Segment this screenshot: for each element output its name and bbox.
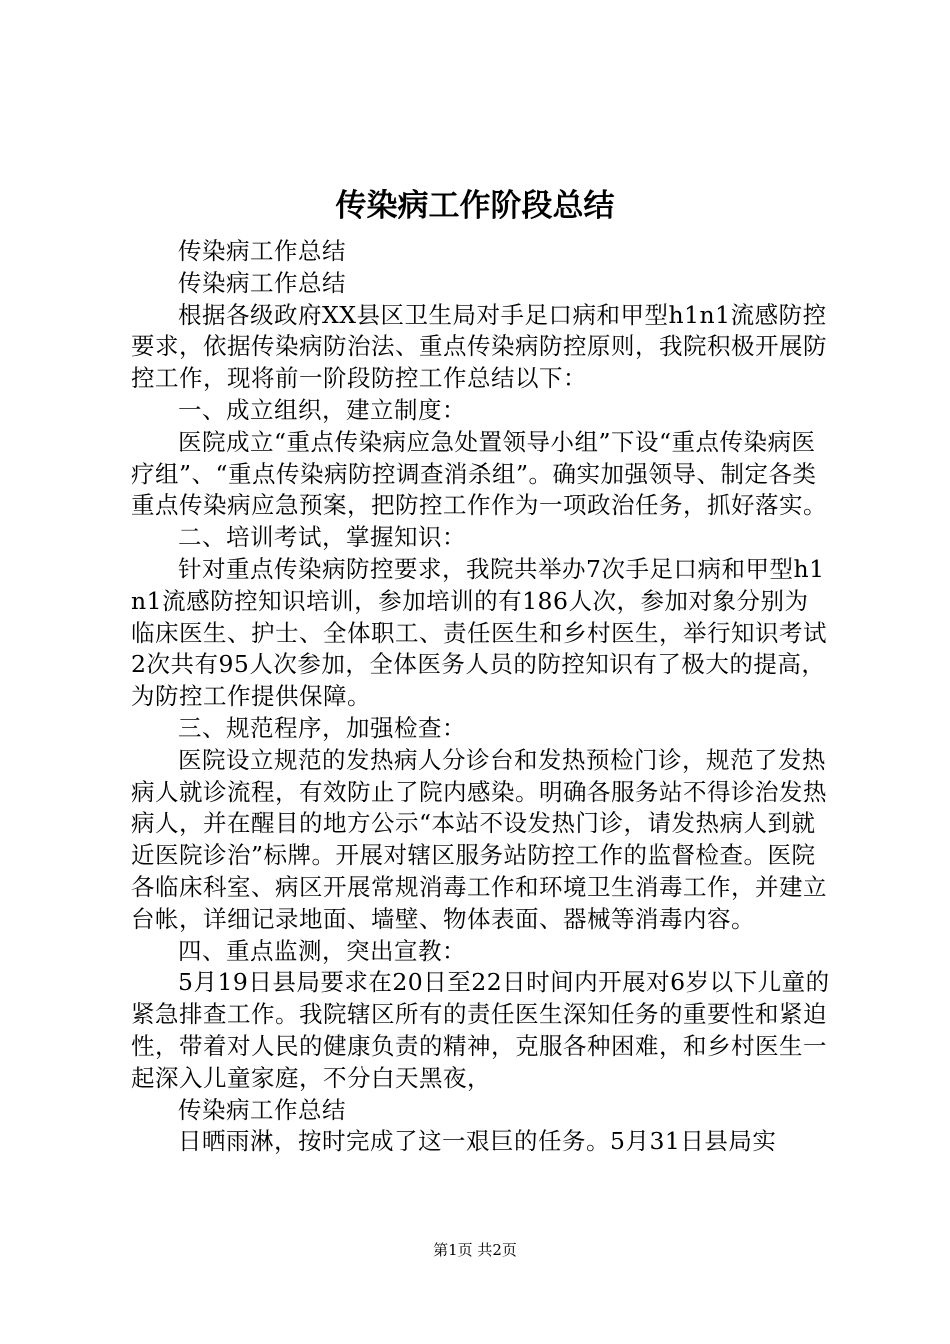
paragraph: 针对重点传染病防控要求，我院共举办7次手足口病和甲型h1n1流感防控知识培训，参加培训的有186人次，参加对象分别为临床医生、护士、全体职工、责任医生和乡村医生，举行知识考试2次共有95人次参加，全体医务人员的防控知识有了极大的提高，为防控工作提供保障。 (131, 554, 827, 711)
section-heading: 二、培训考试，掌握知识： (178, 523, 466, 552)
paragraph: 医院成立“重点传染病应急处置领导小组”下设“重点传染病医疗组”、“重点传染病防控调查消杀组”。确实加强领导、制定各类重点传染病应急预案，把防控工作作为一项政治任务，抓好落实。 (131, 427, 827, 520)
paragraph: 传染病工作总结 (178, 1095, 346, 1124)
section-heading: 一、成立组织，建立制度： (178, 395, 466, 424)
paragraph: 传染病工作总结 (178, 268, 346, 297)
document-body (131, 236, 831, 1158)
section-heading: 四、重点监测，突出宣教： (178, 936, 466, 965)
paragraph: 医院设立规范的发热病人分诊台和发热预检门诊，规范了发热病人就诊流程，有效防止了院内感染。明确各服务站不得诊治发热病人，并在醒目的地方公示“本站不设发热门诊，请发热病人到就近医院诊治”标牌。开展对辖区服务站防控工作的监督检查。医院各临床科室、病区开展常规消毒工作和环境卫生消毒工作，并建立台帐，详细记录地面、墙壁、物体表面、器械等消毒内容。 (131, 745, 827, 933)
paragraph: 日晒雨淋，按时完成了这一艰巨的任务。5月31日县局实 (178, 1127, 777, 1156)
paragraph: 传染病工作总结 (178, 237, 346, 265)
page-number-footer: 第1页 共2页 (433, 1241, 517, 1259)
paragraph: 5月19日县局要求在20日至22日时间内开展对6岁以下儿童的紧急排查工作。我院辖区所有的责任医生深知任务的重要性和紧迫性，带着对人民的健康负责的精神，克服各种困难，和乡村医生一起深入儿童家庭，不分白天黑夜， (131, 968, 830, 1092)
section-heading: 三、规范程序，加强检查： (178, 713, 466, 742)
paragraph: 根据各级政府XX县区卫生局对手足口病和甲型h1n1流感防控要求，依据传染病防治法、重点传染病防控原则，我院积极开展防控工作，现将前一阶段防控工作总结以下： (131, 300, 827, 393)
document-title: 传染病工作阶段总结 (335, 188, 615, 224)
